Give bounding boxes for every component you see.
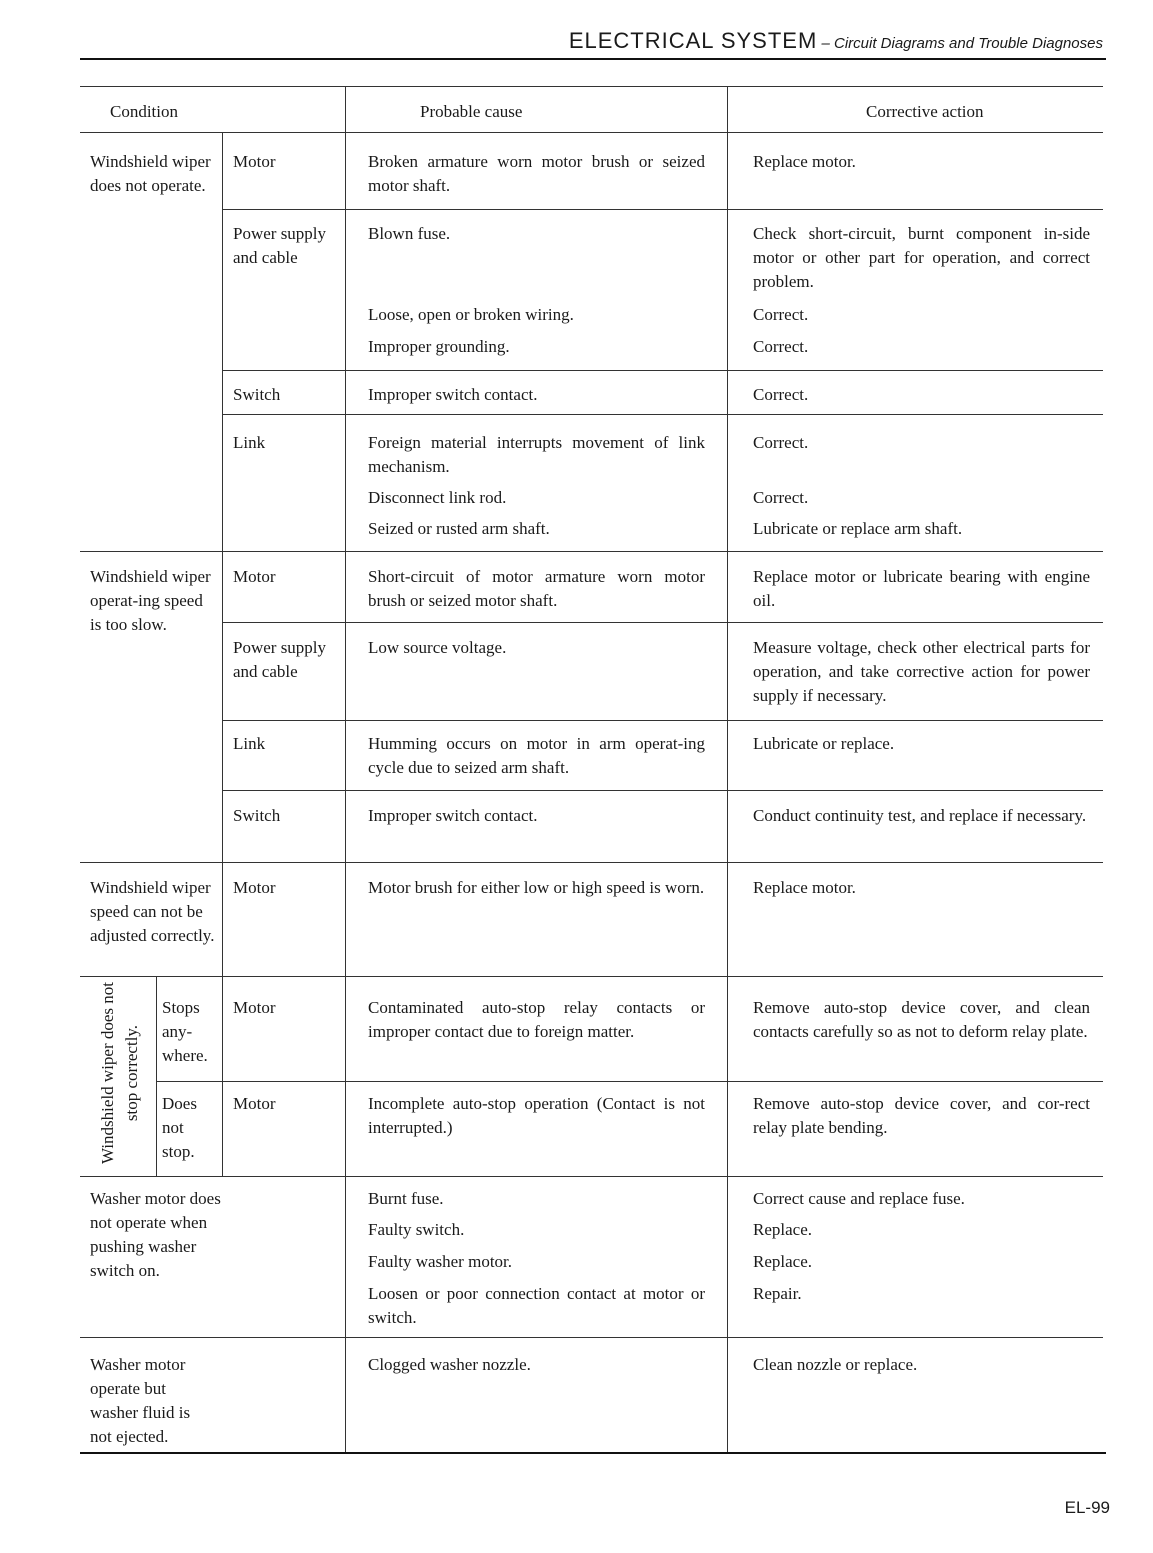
action-cell: Replace motor. <box>753 152 856 171</box>
cause-cell: Low source voltage. <box>368 638 507 657</box>
action-cell: Replace. <box>753 1252 812 1271</box>
action-cell: Remove auto-stop device cover, and cor-rect relay plate bending. <box>753 1094 1090 1137</box>
action-cell: Correct. <box>753 433 809 452</box>
cause-cell: Blown fuse. <box>368 224 451 243</box>
action-cell: Remove auto-stop device cover, and clean contacts carefully so as not to deform relay plate. <box>753 998 1090 1041</box>
row-rule <box>222 720 1103 721</box>
row-rule <box>222 790 1103 791</box>
cause-cell: Seized or rusted arm shaft. <box>368 519 550 538</box>
page-number: EL-99 <box>1064 1498 1110 1517</box>
component-cell: Link <box>233 734 266 753</box>
component-cell: Link <box>233 433 266 452</box>
header-rule <box>80 58 1106 60</box>
cause-cell: Faulty washer motor. <box>368 1252 513 1271</box>
cause-cell: Disconnect link rod. <box>368 488 507 507</box>
cause-cell: Humming occurs on motor in arm operat-ing cycle due to seized arm shaft. <box>368 734 705 777</box>
column-divider <box>345 86 346 1454</box>
page-header <box>0 28 1103 54</box>
group-rule <box>80 862 1103 863</box>
column-header-condition: Condition <box>110 102 179 121</box>
action-cell: Correct. <box>753 305 809 324</box>
section-title: ELECTRICAL SYSTEM <box>568 28 818 53</box>
action-cell: Correct. <box>753 385 809 404</box>
cause-cell: Incomplete auto-stop operation (Contact is not interrupted.) <box>368 1094 705 1137</box>
action-cell: Correct. <box>753 488 809 507</box>
action-cell: Replace motor or lubricate bearing with engine oil. <box>753 567 1090 610</box>
cause-cell: Foreign material interrupts movement of link mechanism. <box>368 433 705 476</box>
cause-cell: Motor brush for either low or high speed is worn. <box>368 878 705 897</box>
condition-cell: Windshield wiper speed can not be adjusted correctly. <box>90 878 215 945</box>
component-cell: Motor <box>233 878 276 897</box>
rotated-condition-cell: Windshield wiper does not stop correctly. <box>98 981 141 1165</box>
action-cell: Replace motor. <box>753 878 856 897</box>
cause-cell: Broken armature worn motor brush or seized motor shaft. <box>368 152 705 195</box>
sub-condition-cell: Does not stop. <box>162 1094 197 1161</box>
cause-cell: Improper switch contact. <box>368 385 538 404</box>
column-header-rule <box>80 132 1103 133</box>
cause-cell: Loose, open or broken wiring. <box>368 305 574 324</box>
component-cell: Motor <box>233 998 276 1017</box>
component-cell: Motor <box>233 152 276 171</box>
component-cell: Motor <box>233 567 276 586</box>
component-cell: Switch <box>233 385 281 404</box>
component-cell: Motor <box>233 1094 276 1113</box>
action-cell: Correct. <box>753 337 809 356</box>
group-rule <box>80 1176 1103 1177</box>
action-cell: Measure voltage, check other electrical parts for operation, and take corrective action for power supply if necessary. <box>753 638 1090 705</box>
cause-cell: Contaminated auto-stop relay contacts or improper contact due to foreign matter. <box>368 998 705 1041</box>
action-cell: Correct cause and replace fuse. <box>753 1189 965 1208</box>
condition-cell: Windshield wiper does not operate. <box>90 152 211 195</box>
sub-condition-cell: Stops any-where. <box>162 998 208 1065</box>
group-rule <box>80 551 1103 552</box>
row-rule <box>156 1081 1103 1082</box>
header-dash: – <box>817 35 834 52</box>
cause-cell: Improper grounding. <box>368 337 510 356</box>
cause-cell: Clogged washer nozzle. <box>368 1355 531 1374</box>
action-cell: Repair. <box>753 1284 802 1303</box>
cause-cell: Faulty switch. <box>368 1220 465 1239</box>
action-cell: Lubricate or replace arm shaft. <box>753 519 963 538</box>
action-cell: Lubricate or replace. <box>753 734 895 753</box>
action-cell: Replace. <box>753 1220 812 1239</box>
component-cell: Power supply and cable <box>233 224 327 267</box>
cause-cell: Burnt fuse. <box>368 1189 444 1208</box>
row-rule <box>222 209 1103 210</box>
column-header-action: Corrective action <box>866 102 984 121</box>
cause-cell: Short-circuit of motor armature worn motor brush or seized motor shaft. <box>368 567 705 610</box>
group-rule <box>80 1337 1103 1338</box>
condition-cell: Windshield wiper operat-ing speed is too slow. <box>90 567 211 634</box>
column-divider <box>222 132 223 1176</box>
cause-cell: Loosen or poor connection contact at motor or switch. <box>368 1284 705 1327</box>
row-rule <box>222 370 1103 371</box>
action-cell: Conduct continuity test, and replace if necessary. <box>753 806 1087 825</box>
row-rule <box>222 414 1103 415</box>
column-header-cause: Probable cause <box>420 102 523 121</box>
component-cell: Switch <box>233 806 281 825</box>
action-cell: Clean nozzle or replace. <box>753 1355 918 1374</box>
action-cell: Check short-circuit, burnt component in-side motor or other part for operation, and correct problem. <box>753 224 1090 291</box>
table-bottom-rule <box>80 1452 1106 1454</box>
section-subtitle: Circuit Diagrams and Trouble Diagnoses <box>833 35 1103 52</box>
component-cell: Power supply and cable <box>233 638 327 681</box>
column-divider <box>727 86 728 1454</box>
row-rule <box>222 622 1103 623</box>
condition-cell: Washer motor does not operate when pushing washer switch on. <box>90 1189 221 1280</box>
column-divider <box>156 976 157 1176</box>
cause-cell: Improper switch contact. <box>368 806 538 825</box>
table-top-rule <box>80 86 1103 87</box>
group-rule <box>80 976 1103 977</box>
condition-cell: Washer motor operate but washer fluid is not ejected. <box>90 1355 191 1446</box>
